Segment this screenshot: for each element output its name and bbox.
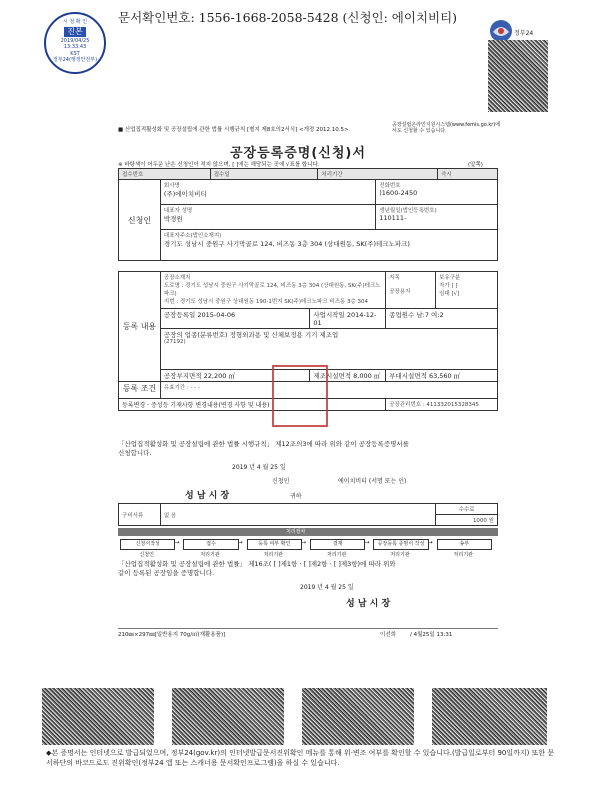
seal-bottom-text: 정부24(행정안전부) bbox=[52, 57, 98, 63]
condition-value: 유효기간 : - - - bbox=[160, 382, 497, 399]
arrow-right-icon: → bbox=[174, 539, 180, 546]
land-type-label: 지목 bbox=[389, 275, 400, 281]
verification-notice: ◆본 증명서는 인터넷으로 발급되었으며, 정부24(gov.kr)의 인터넷발급문서진위확인 메뉴를 통해 위·변조 여부를 확인할 수 있습니다.(발급일로부터 90일까지) 또한 문서하단의 바코드로도 진위확인(정부24 앱 또는 스캐너용 문서확인프로그램)을 하실 수 있습니다. bbox=[46, 749, 555, 767]
security-barcode-1 bbox=[42, 688, 154, 745]
documents-label: 구비서류 bbox=[119, 504, 161, 526]
issue-datetime: / 4월25일 13:31 bbox=[410, 632, 453, 638]
application-form bbox=[118, 168, 498, 261]
dates-row bbox=[119, 309, 498, 329]
official-seal-stamp bbox=[272, 365, 328, 427]
seal-date: 2019/04/25 bbox=[60, 37, 90, 44]
ownership-label: 보유구분 bbox=[439, 275, 461, 281]
phone-label: 전화번호 bbox=[379, 183, 401, 189]
qr-code bbox=[488, 40, 548, 112]
seal-time: 13:33:43 bbox=[63, 44, 87, 50]
employee-count: 종업원수 남:7 여:2 bbox=[386, 309, 498, 329]
registration-label: 등록 내용 bbox=[119, 272, 161, 382]
certification-line-1: 「산업집적활성화 및 공장설립에 관한 법률」 제16조( [ ]제1항ㆍ[ ]제2항ㆍ[ ]제3항)에 따라 위와 bbox=[118, 560, 396, 568]
representative-label: 대표자 성명 bbox=[163, 208, 193, 214]
land-type-value: 공장용지 bbox=[389, 289, 411, 295]
address-label: 대표자주소(법인소재지) bbox=[163, 233, 222, 239]
process-step: 등록 여부 확인 bbox=[247, 539, 302, 550]
applicant-signature: 에이치비티 (서명 또는 인) bbox=[338, 478, 407, 485]
phone-value: )1600-2450 bbox=[379, 189, 418, 197]
paper-spec: 210㎜×297㎜[일반용지 70g/㎡(재활용품)] bbox=[118, 632, 226, 638]
ownership-rent: 임대 [√] bbox=[439, 291, 460, 297]
condition-label: 등록 조건 bbox=[119, 382, 161, 399]
request-line-2: 신청합니다. bbox=[118, 449, 152, 457]
document-title: 공장등록증명(신청)서 bbox=[230, 146, 366, 161]
lot-address: 지번 : 경기도 성남시 중원구 상대원동 190-1번지 SK(주)테크노파크 비즈동 3층 304 bbox=[163, 299, 369, 305]
factory-address-row bbox=[119, 272, 498, 309]
industry-row bbox=[119, 329, 498, 370]
industry-description: 공장의 업종(분류번호) 정형외과용 및 신체보정용 기기 제조업 bbox=[163, 331, 339, 339]
ownership-self: 자가 [ ] bbox=[439, 283, 458, 289]
company-name-value: (주)에이치비티 bbox=[163, 190, 207, 198]
process-actor: 신청인 bbox=[139, 552, 154, 558]
building-area: 제조시설면적 8,000 ㎡ bbox=[310, 370, 386, 382]
process-actor: 처리기관 bbox=[327, 552, 347, 558]
company-row bbox=[119, 180, 498, 205]
addressee-suffix: 귀하 bbox=[290, 493, 302, 500]
address-row bbox=[119, 230, 498, 261]
process-title: 처리절차 bbox=[286, 529, 306, 535]
process-actor: 처리기관 bbox=[390, 552, 410, 558]
representative-value: 박경원 bbox=[163, 215, 183, 223]
process-step: 접수 bbox=[183, 539, 238, 550]
applicant-label: 신청인 bbox=[119, 180, 161, 261]
process-actor: 처리기관 bbox=[453, 552, 473, 558]
birth-label: 생년월일(법인등록번호) bbox=[379, 208, 437, 214]
receipt-row bbox=[119, 169, 498, 180]
documents-table bbox=[118, 503, 498, 526]
request-text bbox=[118, 440, 498, 458]
business-start-date: 사업시작일 2014-12-01 bbox=[310, 309, 386, 329]
document-number: 문서확인번호: 1556-1668-2058-5428 (신청인: 에이치비티) bbox=[118, 10, 458, 25]
process-actor: 처리기관 bbox=[263, 552, 283, 558]
arrow-right-icon: → bbox=[364, 539, 370, 546]
receipt-date-label: 접수일 bbox=[210, 169, 318, 180]
mayor-addressee: 성 남 시 장 bbox=[185, 491, 230, 501]
process-header bbox=[118, 528, 498, 536]
seal-code: KST bbox=[70, 50, 80, 57]
registration-date: 공장등록일 2015-04-06 bbox=[160, 309, 310, 329]
security-barcode-3 bbox=[302, 688, 414, 745]
applicant-role: 신청인 bbox=[272, 478, 290, 485]
issuer-name: 이선희 bbox=[380, 632, 396, 638]
online-notice: 공장설립온라인지원시스템(www.femis.go.kr)에서도 신청할 수 있습니다. bbox=[392, 122, 501, 134]
arrow-right-icon: → bbox=[237, 539, 243, 546]
fee-value: 1000 원 bbox=[436, 515, 498, 526]
change-history-label: 등록변경ㆍ증성등 기재사항 변경내용(변경 사항 및 내용) bbox=[119, 399, 386, 411]
process-step: 결재 bbox=[310, 539, 365, 550]
management-number: 공장관리번호 : 411332015328345 bbox=[386, 399, 498, 411]
process-actor: 처리기관 bbox=[200, 552, 220, 558]
seal-main-text: 진본 bbox=[64, 27, 85, 37]
road-address: 도로명 : 경기도 성남시 중원구 사기막골로 124, 비즈동 3층 304 (상대원동, SK(주)테크노파크) bbox=[163, 283, 381, 297]
company-name-label: 회사명 bbox=[163, 183, 180, 189]
authentication-seal bbox=[44, 12, 106, 74]
certification-text bbox=[118, 560, 498, 578]
arrow-right-icon: → bbox=[301, 539, 307, 546]
documents-value: 없 음 bbox=[160, 504, 435, 526]
footer-divider bbox=[118, 628, 498, 629]
page-side-label: (앞쪽) bbox=[468, 162, 483, 168]
process-step: 공장등록 증명서 작성 bbox=[373, 539, 428, 550]
representative-row bbox=[119, 205, 498, 230]
process-period-label: 처리기간 bbox=[318, 169, 438, 180]
process-step: 송부 bbox=[437, 539, 492, 550]
site-area: 공장부지면적 22,200 ㎡ bbox=[160, 370, 310, 382]
security-barcode-4 bbox=[432, 688, 547, 745]
security-barcode-2 bbox=[172, 688, 284, 745]
process-step: 신청서작성 bbox=[120, 539, 175, 550]
receipt-no-label: 접수번호 bbox=[119, 169, 211, 180]
certifying-mayor: 성 남 시 장 bbox=[346, 599, 391, 609]
industry-code: (27192) bbox=[163, 339, 186, 345]
form-note: ※ 바탕색이 어두운 난은 신청인이 적지 않으며, [ ]에는 해당되는 곳에 √표를 합니다. bbox=[118, 162, 320, 168]
certification-date: 2019 년 4 월 25 일 bbox=[300, 584, 354, 591]
request-date: 2019 년 4 월 25 일 bbox=[232, 464, 286, 471]
seal-top-text: 시 청 확 인 bbox=[62, 19, 88, 25]
gov24-label: 정부24 bbox=[514, 30, 534, 37]
process-period-value: 즉시 bbox=[438, 169, 498, 180]
address-value: 경기도 성남시 중원구 사기막골로 124, 비즈동 3층 304 (상대원동, SK(주)테크노파크) bbox=[163, 240, 410, 248]
fee-label: 수수료 bbox=[436, 504, 498, 515]
birth-value: 110111- bbox=[379, 214, 407, 222]
certification-line-2: 같이 등록된 공장임을 증명합니다. bbox=[118, 569, 215, 577]
arrow-right-icon: → bbox=[427, 539, 433, 546]
law-reference: ■ 산업집적활성화 및 공장설립에 관한 법률 시행규칙 [별지 제8호의2서식] <개정 2012.10.5> bbox=[118, 127, 349, 133]
factory-address-label: 공장소재지 bbox=[163, 275, 191, 281]
request-line-1: 「산업집적활성화 및 공장설립에 관한 법률 시행규칙」 제12조의3에 따라 위와 같이 공장등록증명서를 bbox=[118, 440, 409, 448]
subsidiary-area: 부대시설면적 63,560 ㎡ bbox=[386, 370, 498, 382]
